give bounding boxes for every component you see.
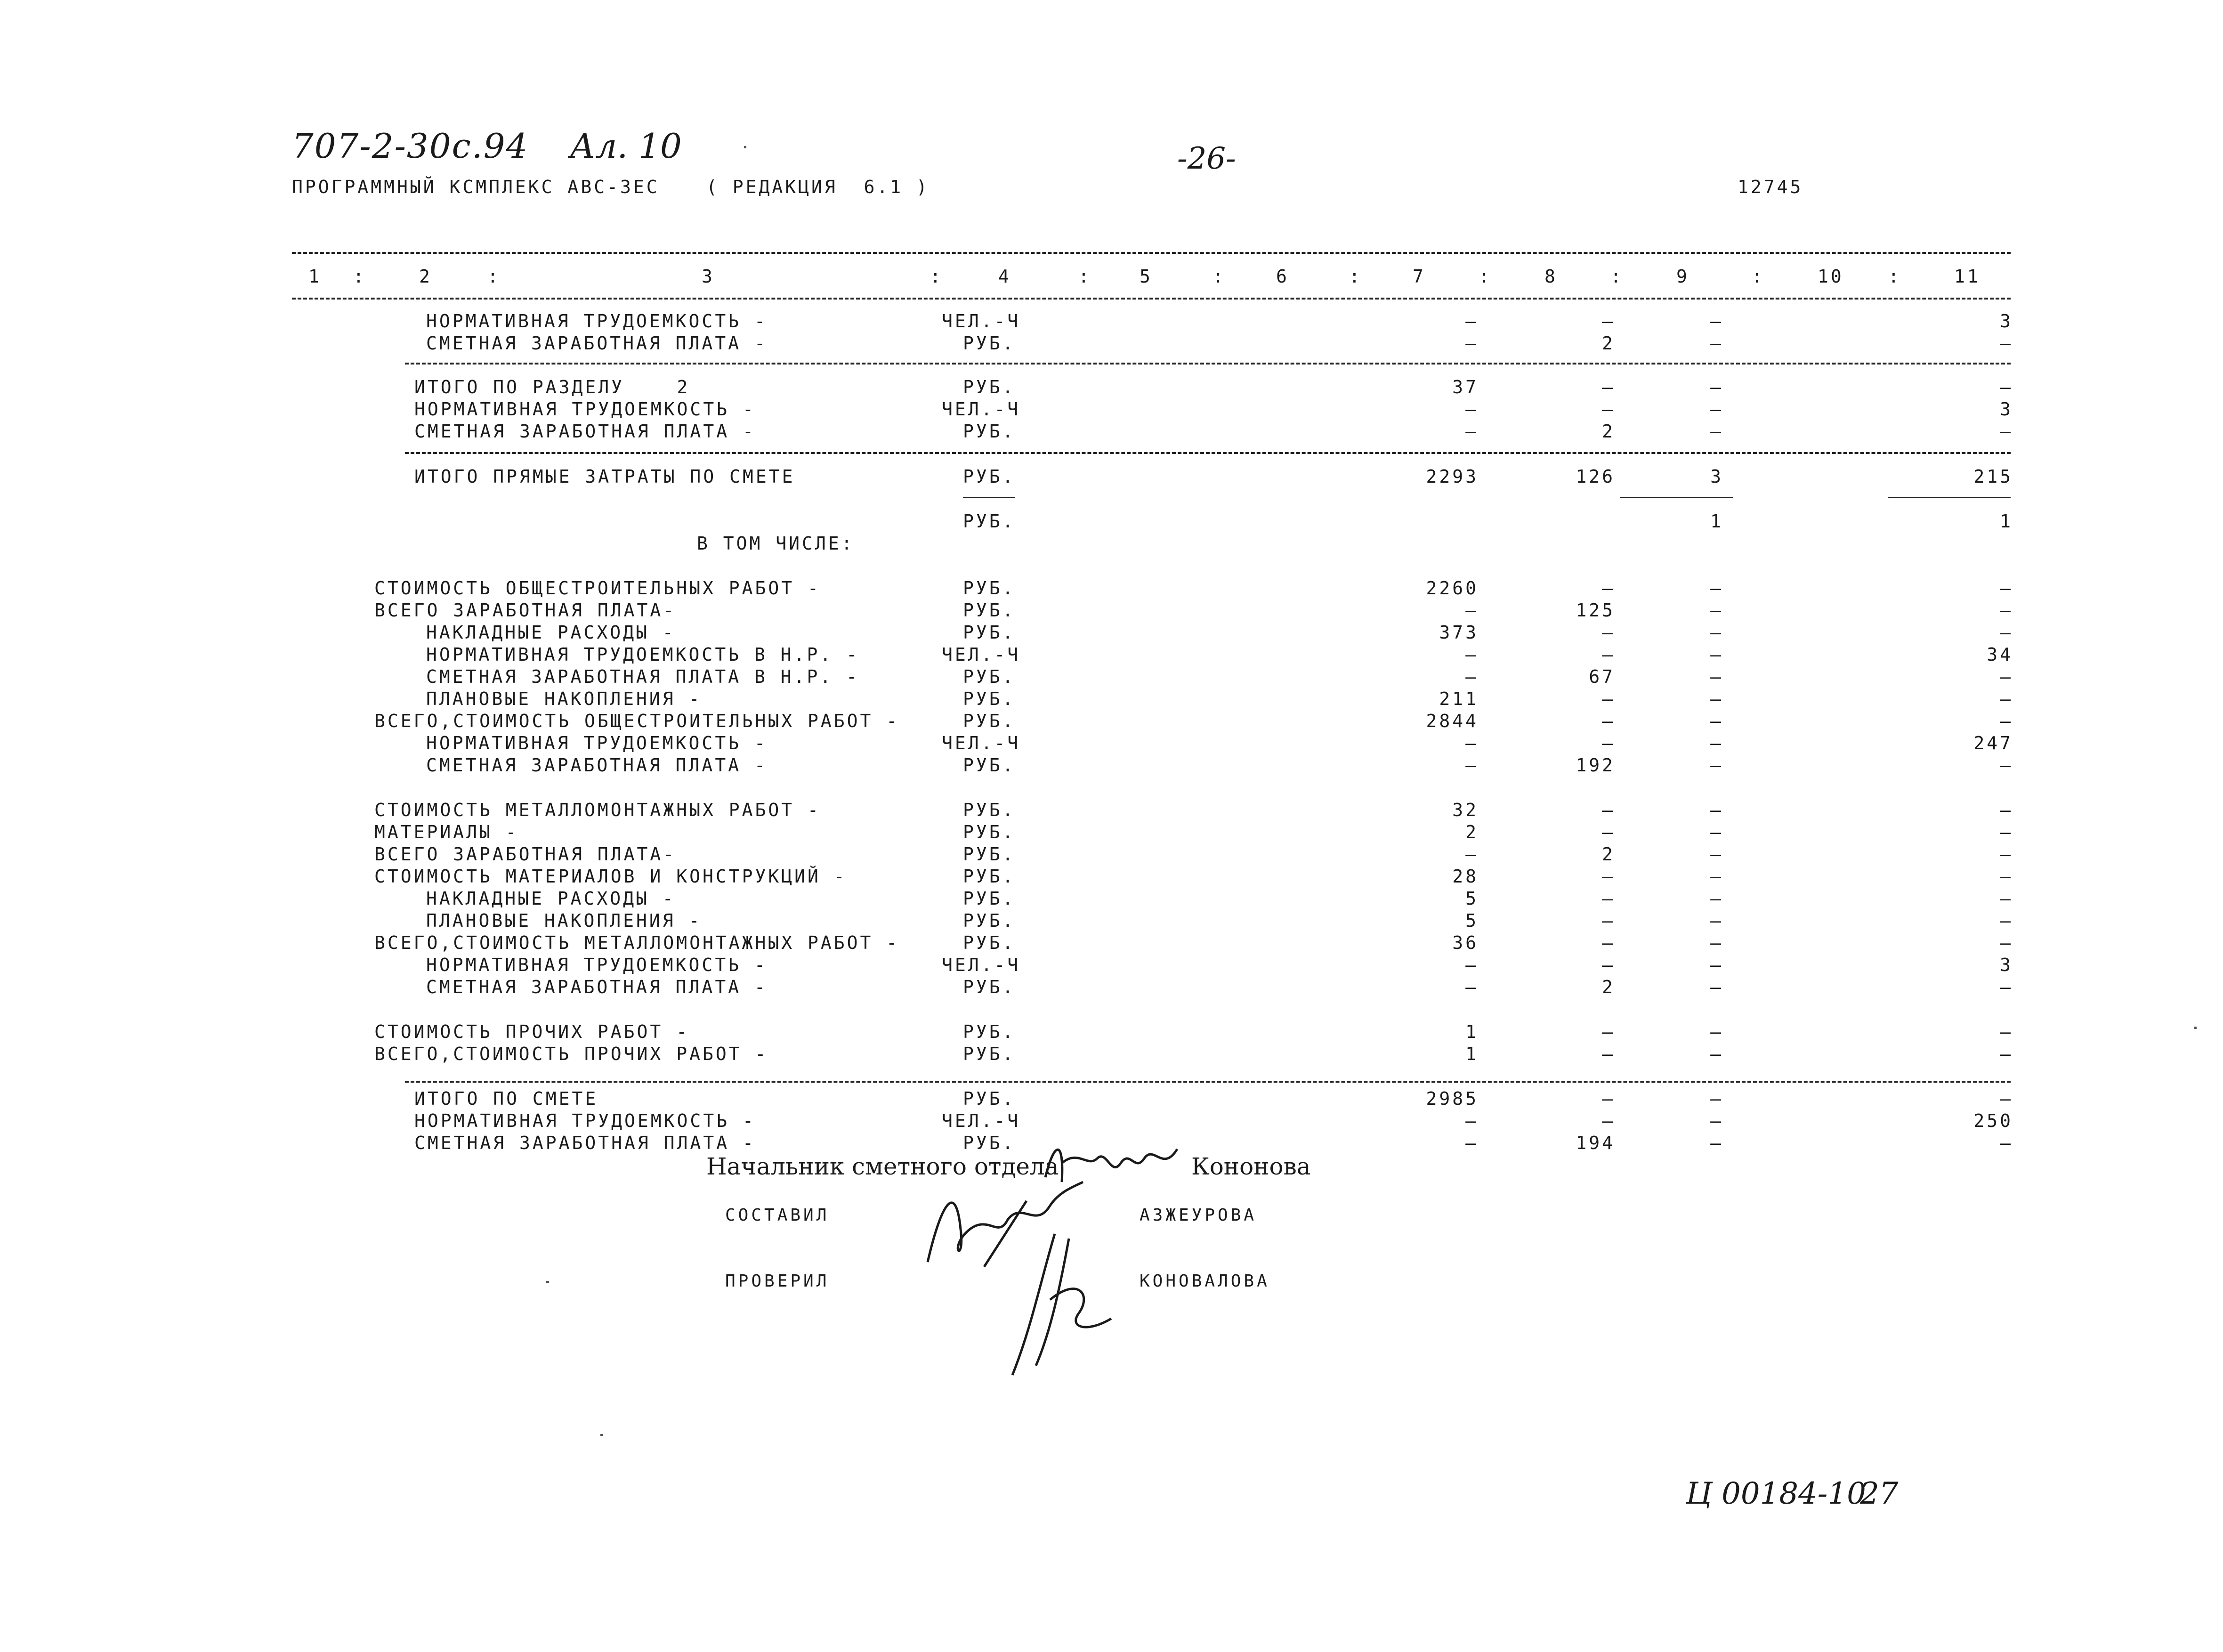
row-value-c7: – — [1465, 399, 1479, 420]
row-value-c11: – — [2000, 755, 2013, 776]
row-value-c11: – — [2000, 1021, 2013, 1042]
row-value-c11: 34 — [1987, 644, 2013, 665]
row-value-c9: – — [1710, 955, 1723, 975]
row-value-c8: – — [1602, 644, 1615, 665]
row-value-c11: 3 — [2000, 955, 2013, 975]
row-label: СМЕТНАЯ ЗАРАБОТНАЯ ПЛАТА - — [414, 1133, 756, 1153]
row-unit: РУБ. — [963, 711, 1016, 731]
row-value-c7: – — [1465, 600, 1479, 621]
row-value-c8: – — [1602, 578, 1615, 599]
row-label: ПЛАНОВЫЕ НАКОПЛЕНИЯ - — [426, 910, 702, 931]
row-value-c9: – — [1710, 977, 1723, 997]
column-number: 7 — [1413, 266, 1426, 287]
row-unit: РУБ. — [963, 377, 1016, 397]
row-value-c11: 250 — [1973, 1110, 2013, 1131]
row-value-c9: 1 — [1710, 511, 1723, 532]
row-label: НОРМАТИВНАЯ ТРУДОЕМКОСТЬ - — [414, 399, 756, 420]
row-unit: РУБ. — [963, 1044, 1016, 1064]
row-unit: РУБ. — [963, 1088, 1016, 1109]
scan-speck — [546, 1281, 549, 1283]
subtotal-underline — [1888, 497, 2011, 498]
subtotal-underline — [1620, 497, 1733, 498]
row-value-c11: – — [2000, 888, 2013, 909]
row-value-c11: – — [2000, 421, 2013, 442]
row-label: НОРМАТИВНАЯ ТРУДОЕМКОСТЬ В Н.Р. - — [426, 644, 859, 665]
row-unit: РУБ. — [963, 1133, 1016, 1153]
row-value-c8: 126 — [1576, 466, 1615, 487]
row-value-c8: – — [1602, 377, 1615, 397]
row-label: СМЕТНАЯ ЗАРАБОТНАЯ ПЛАТА - — [426, 333, 768, 354]
scan-speck — [600, 1434, 603, 1436]
row-unit: РУБ. — [963, 755, 1016, 776]
column-separator: : — [1078, 266, 1091, 287]
row-value-c7: 1 — [1465, 1021, 1479, 1042]
column-separator: : — [1479, 266, 1492, 287]
row-value-c11: – — [2000, 1133, 2013, 1153]
row-value-c11: 215 — [1973, 466, 2013, 487]
row-label: НАКЛАДНЫЕ РАСХОДЫ - — [426, 888, 676, 909]
column-separator: : — [353, 266, 366, 287]
column-separator: : — [1213, 266, 1226, 287]
row-value-c8: – — [1602, 622, 1615, 643]
row-value-c7: – — [1465, 666, 1479, 687]
row-value-c11: – — [2000, 377, 2013, 397]
row-label: СМЕТНАЯ ЗАРАБОТНАЯ ПЛАТА - — [426, 977, 768, 997]
row-label: СМЕТНАЯ ЗАРАБОТНАЯ ПЛАТА - — [414, 421, 756, 442]
row-value-c9: – — [1710, 844, 1723, 865]
row-value-c11: 247 — [1973, 733, 2013, 753]
row-value-c8: 2 — [1602, 977, 1615, 997]
row-value-c11: – — [2000, 822, 2013, 842]
row-label: НОРМАТИВНАЯ ТРУДОЕМКОСТЬ - — [426, 955, 768, 975]
row-unit: РУБ. — [963, 578, 1016, 599]
row-unit: ЧЕЛ.-Ч — [942, 733, 1021, 753]
row-value-c9: – — [1710, 578, 1723, 599]
head-of-department-name: Кононова — [1191, 1153, 1311, 1180]
row-value-c8: – — [1602, 800, 1615, 820]
row-value-c7: – — [1465, 733, 1479, 753]
row-label: НАКЛАДНЫЕ РАСХОДЫ - — [426, 622, 676, 643]
row-label: НОРМАТИВНАЯ ТРУДОЕМКОСТЬ - — [414, 1110, 756, 1131]
row-label: ВСЕГО ЗАРАБОТНАЯ ПЛАТА- — [374, 600, 677, 621]
row-value-c7: 5 — [1465, 910, 1479, 931]
table-top-rule — [292, 252, 2011, 254]
section-rule — [405, 363, 2011, 364]
row-value-c9: – — [1710, 888, 1723, 909]
row-value-c8: – — [1602, 311, 1615, 332]
row-label: НОРМАТИВНАЯ ТРУДОЕМКОСТЬ - — [426, 733, 768, 753]
row-label: ВСЕГО,СТОИМОСТЬ ПРОЧИХ РАБОТ - — [374, 1044, 768, 1064]
row-label: СТОИМОСТЬ ПРОЧИХ РАБОТ - — [374, 1021, 690, 1042]
checker-signature — [998, 1224, 1121, 1380]
row-value-c7: 211 — [1439, 688, 1479, 709]
row-value-c8: 194 — [1576, 1133, 1615, 1153]
row-value-c7: – — [1465, 333, 1479, 354]
checked-by-label: ПРОВЕРИЛ — [725, 1271, 830, 1291]
row-label: ВСЕГО,СТОИМОСТЬ МЕТАЛЛОМОНТАЖНЫХ РАБОТ - — [374, 932, 900, 953]
column-number: 5 — [1140, 266, 1153, 287]
row-value-c9: – — [1710, 733, 1723, 753]
row-label: ИТОГО ПО СМЕТЕ — [414, 1088, 598, 1109]
row-value-c7: 2 — [1465, 822, 1479, 842]
row-value-c7: 32 — [1452, 800, 1479, 820]
row-unit: ЧЕЛ.-Ч — [942, 644, 1021, 665]
row-value-c8: – — [1602, 1021, 1615, 1042]
row-value-c11: – — [2000, 600, 2013, 621]
column-number: 10 — [1818, 266, 1844, 287]
row-value-c9: – — [1710, 800, 1723, 820]
row-unit: РУБ. — [963, 910, 1016, 931]
row-value-c8: 2 — [1602, 844, 1615, 865]
row-value-c8: – — [1602, 1088, 1615, 1109]
column-number: 8 — [1544, 266, 1558, 287]
row-value-c9: – — [1710, 311, 1723, 332]
row-value-c8: – — [1602, 711, 1615, 731]
row-value-c7: – — [1465, 1110, 1479, 1131]
code-right: 12745 — [1738, 177, 1803, 197]
column-separator: : — [930, 266, 943, 287]
row-value-c7: 2260 — [1426, 578, 1479, 599]
row-label: СТОИМОСТЬ ОБЩЕСТРОИТЕЛЬНЫХ РАБОТ - — [374, 578, 821, 599]
row-value-c8: 125 — [1576, 600, 1615, 621]
page-number: -26- — [1177, 141, 1236, 176]
row-value-c7: – — [1465, 844, 1479, 865]
row-unit: РУБ. — [963, 932, 1016, 953]
row-value-c7: 5 — [1465, 888, 1479, 909]
row-value-c7: – — [1465, 644, 1479, 665]
row-value-c9: – — [1710, 866, 1723, 887]
row-label: ВСЕГО,СТОИМОСТЬ ОБЩЕСТРОИТЕЛЬНЫХ РАБОТ - — [374, 711, 900, 731]
table-header-rule — [292, 298, 2011, 300]
row-value-c7: 2985 — [1426, 1088, 1479, 1109]
edition-label: ( РЕДАКЦИЯ 6.1 ) — [706, 177, 930, 197]
row-value-c9: – — [1710, 688, 1723, 709]
row-value-c11: – — [2000, 800, 2013, 820]
row-value-c11: – — [2000, 866, 2013, 887]
row-value-c11: 3 — [2000, 399, 2013, 420]
column-separator: : — [1349, 266, 1362, 287]
row-value-c7: – — [1465, 955, 1479, 975]
row-unit: РУБ. — [963, 688, 1016, 709]
album-number: Ал. 10 — [570, 126, 682, 166]
row-value-c9: – — [1710, 755, 1723, 776]
row-value-c8: – — [1602, 822, 1615, 842]
row-value-c7: 28 — [1452, 866, 1479, 887]
row-value-c11: – — [2000, 711, 2013, 731]
row-unit: РУБ. — [963, 800, 1016, 820]
row-value-c8: – — [1602, 688, 1615, 709]
row-unit: ЧЕЛ.-Ч — [942, 311, 1021, 332]
row-value-c7: 373 — [1439, 622, 1479, 643]
row-unit: РУБ. — [963, 466, 1016, 487]
row-value-c11: – — [2000, 932, 2013, 953]
doc-code: 707-2-30с.94 — [292, 126, 529, 166]
row-value-c7: 2844 — [1426, 711, 1479, 731]
row-value-c11: – — [2000, 622, 2013, 643]
row-value-c8: – — [1602, 1044, 1615, 1064]
row-value-c9: – — [1710, 644, 1723, 665]
row-value-c9: – — [1710, 1088, 1723, 1109]
column-separator: : — [1752, 266, 1765, 287]
program-line: ПРОГРАММНЫЙ КСМПЛЕКС АВС-3ЕС — [292, 177, 660, 197]
row-value-c8: – — [1602, 866, 1615, 887]
row-label: ВСЕГО ЗАРАБОТНАЯ ПЛАТА- — [374, 844, 677, 865]
row-value-c7: 2293 — [1426, 466, 1479, 487]
section-rule — [405, 452, 2011, 454]
row-value-c9: 3 — [1710, 466, 1723, 487]
row-value-c11: 3 — [2000, 311, 2013, 332]
row-value-c9: – — [1710, 600, 1723, 621]
row-value-c8: – — [1602, 888, 1615, 909]
row-label: СМЕТНАЯ ЗАРАБОТНАЯ ПЛАТА - — [426, 755, 768, 776]
row-label: В ТОМ ЧИСЛЕ: — [697, 533, 855, 554]
row-value-c9: – — [1710, 1044, 1723, 1064]
row-label: ИТОГО ПО РАЗДЕЛУ 2 — [414, 377, 690, 397]
row-value-c9: – — [1710, 1110, 1723, 1131]
archive-code: Ц 00184-10 — [1686, 1476, 1866, 1511]
row-unit: ЧЕЛ.-Ч — [942, 1110, 1021, 1131]
scan-speck — [2194, 1027, 2197, 1029]
column-number: 4 — [998, 266, 1011, 287]
row-value-c9: – — [1710, 622, 1723, 643]
row-value-c9: – — [1710, 1021, 1723, 1042]
row-value-c8: – — [1602, 932, 1615, 953]
row-value-c11: – — [2000, 844, 2013, 865]
compiled-by-name: АЗЖЕУРОВА — [1140, 1206, 1257, 1225]
row-value-c7: – — [1465, 421, 1479, 442]
row-value-c9: – — [1710, 1133, 1723, 1153]
row-value-c9: – — [1710, 421, 1723, 442]
row-value-c8: – — [1602, 399, 1615, 420]
row-value-c11: – — [2000, 977, 2013, 997]
column-separator: : — [1610, 266, 1624, 287]
row-unit: РУБ. — [963, 822, 1016, 842]
subtotal-underline — [963, 497, 1015, 498]
row-unit: РУБ. — [963, 600, 1016, 621]
column-number: 6 — [1276, 266, 1289, 287]
scan-speck — [744, 146, 746, 148]
row-unit: РУБ. — [963, 511, 1016, 532]
row-value-c9: – — [1710, 399, 1723, 420]
row-value-c8: 67 — [1589, 666, 1615, 687]
row-value-c7: 37 — [1452, 377, 1479, 397]
row-label: СТОИМОСТЬ МАТЕРИАЛОВ И КОНСТРУКЦИЙ - — [374, 866, 847, 887]
row-value-c11: – — [2000, 1088, 2013, 1109]
row-value-c11: – — [2000, 688, 2013, 709]
row-label: НОРМАТИВНАЯ ТРУДОЕМКОСТЬ - — [426, 311, 768, 332]
row-unit: ЧЕЛ.-Ч — [942, 955, 1021, 975]
row-value-c9: – — [1710, 711, 1723, 731]
column-number: 3 — [702, 266, 715, 287]
row-label: ИТОГО ПРЯМЫЕ ЗАТРАТЫ ПО СМЕТЕ — [414, 466, 795, 487]
row-value-c9: – — [1710, 932, 1723, 953]
row-value-c8: 2 — [1602, 421, 1615, 442]
head-of-department-label: Начальник сметного отдела — [706, 1153, 1059, 1180]
row-value-c8: – — [1602, 733, 1615, 753]
row-value-c7: – — [1465, 977, 1479, 997]
row-value-c8: – — [1602, 910, 1615, 931]
row-unit: РУБ. — [963, 421, 1016, 442]
row-value-c9: – — [1710, 333, 1723, 354]
row-unit: РУБ. — [963, 866, 1016, 887]
row-value-c7: – — [1465, 1133, 1479, 1153]
row-unit: РУБ. — [963, 977, 1016, 997]
row-label: ПЛАНОВЫЕ НАКОПЛЕНИЯ - — [426, 688, 702, 709]
row-label: СТОИМОСТЬ МЕТАЛЛОМОНТАЖНЫХ РАБОТ - — [374, 800, 821, 820]
column-separator: : — [1888, 266, 1901, 287]
row-value-c7: – — [1465, 311, 1479, 332]
column-number: 9 — [1676, 266, 1689, 287]
row-value-c9: – — [1710, 666, 1723, 687]
row-value-c11: – — [2000, 333, 2013, 354]
compiled-by-label: СОСТАВИЛ — [725, 1206, 830, 1225]
section-rule — [405, 1081, 2011, 1083]
row-unit: РУБ. — [963, 622, 1016, 643]
row-value-c9: – — [1710, 910, 1723, 931]
row-value-c7: 1 — [1465, 1044, 1479, 1064]
row-value-c8: – — [1602, 955, 1615, 975]
row-unit: РУБ. — [963, 1021, 1016, 1042]
column-number: 11 — [1954, 266, 1980, 287]
column-number: 2 — [419, 266, 432, 287]
row-value-c11: – — [2000, 1044, 2013, 1064]
row-unit: РУБ. — [963, 888, 1016, 909]
row-unit: РУБ. — [963, 333, 1016, 354]
column-number: 1 — [308, 266, 322, 287]
row-value-c8: 2 — [1602, 333, 1615, 354]
checked-by-name: КОНОВАЛОВА — [1140, 1271, 1270, 1291]
row-value-c7: 36 — [1452, 932, 1479, 953]
row-unit: РУБ. — [963, 666, 1016, 687]
sheet-number: 27 — [1860, 1476, 1899, 1511]
row-value-c9: – — [1710, 377, 1723, 397]
row-value-c7: – — [1465, 755, 1479, 776]
row-label: МАТЕРИАЛЫ - — [374, 822, 519, 842]
column-separator: : — [487, 266, 501, 287]
row-label: СМЕТНАЯ ЗАРАБОТНАЯ ПЛАТА В Н.Р. - — [426, 666, 859, 687]
row-unit: РУБ. — [963, 844, 1016, 865]
row-value-c8: 192 — [1576, 755, 1615, 776]
row-unit: ЧЕЛ.-Ч — [942, 399, 1021, 420]
row-value-c11: – — [2000, 666, 2013, 687]
row-value-c8: – — [1602, 1110, 1615, 1131]
row-value-c11: – — [2000, 910, 2013, 931]
row-value-c9: – — [1710, 822, 1723, 842]
row-value-c11: – — [2000, 578, 2013, 599]
row-value-c11: 1 — [2000, 511, 2013, 532]
